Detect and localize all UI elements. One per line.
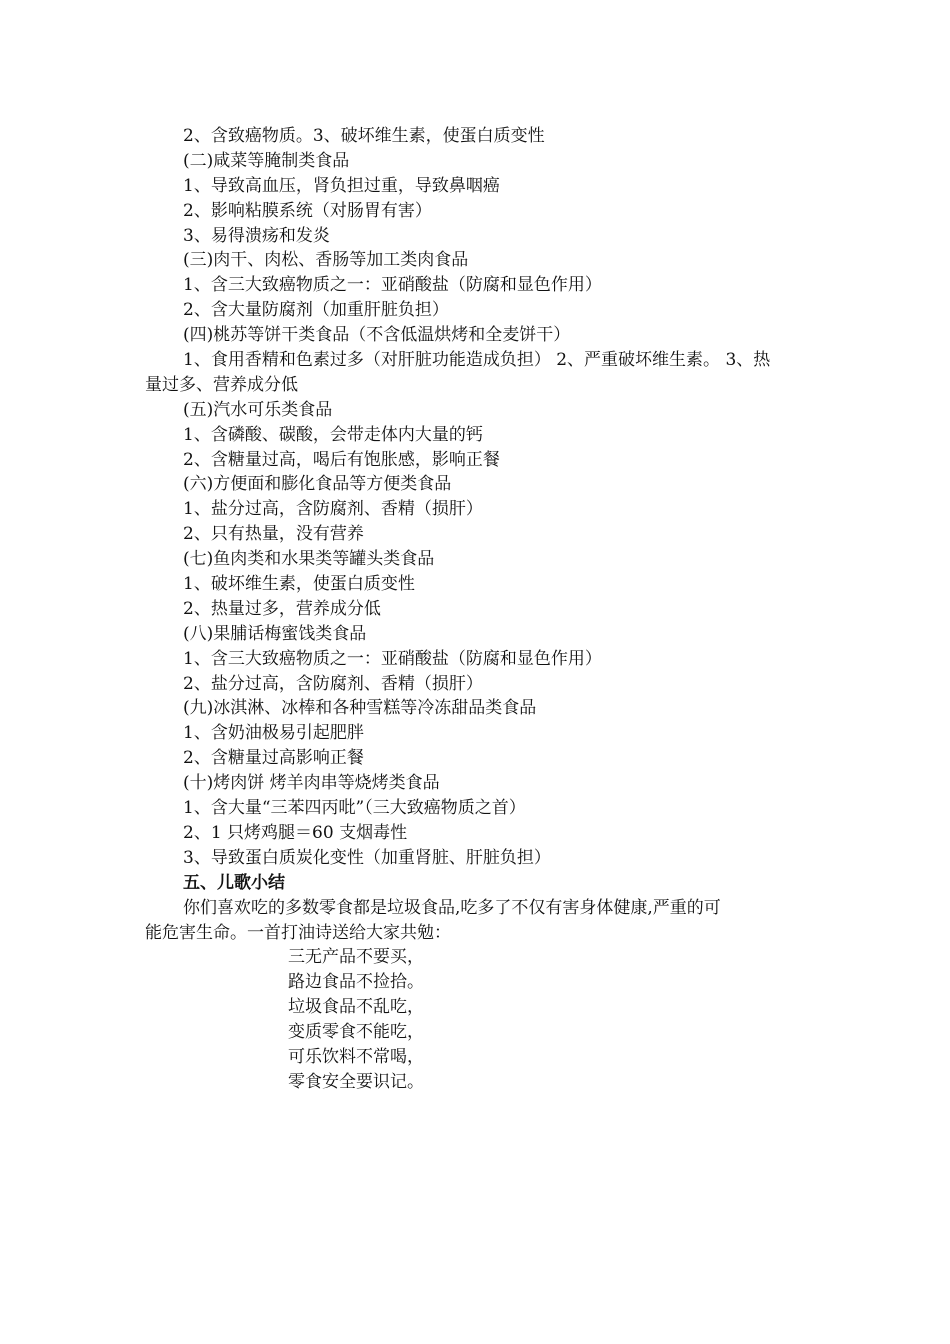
text-line-continuation: 量过多、营养成分低	[145, 374, 298, 395]
section-heading: (三)肉干、肉松、香肠等加工类肉食品	[183, 250, 469, 271]
poem-line: 垃圾食品不乱吃，	[288, 997, 424, 1018]
text-line: 1、含三大致癌物质之一：亚硝酸盐（防腐和显色作用）	[183, 275, 602, 296]
poem-line: 可乐饮料不常喝，	[288, 1046, 424, 1067]
text-line: 1、含三大致癌物质之一：亚硝酸盐（防腐和显色作用）	[183, 648, 602, 669]
text-line: 1、食用香精和色素过多（对肝脏功能造成负担） 2、严重破坏维生素。 3、热	[183, 350, 771, 371]
text-line: 2、含糖量过高影响正餐	[183, 748, 364, 769]
text-line: 2、影响粘膜系统（对肠胃有害）	[183, 200, 432, 221]
paragraph-line-continuation: 能危害生命。一首打油诗送给大家共勉：	[145, 922, 451, 943]
poem-line: 零食安全要识记。	[288, 1071, 424, 1092]
text-line: 2、含糖量过高，喝后有饱胀感，影响正餐	[183, 449, 500, 470]
text-line: 1、导致高血压，肾负担过重，导致鼻咽癌	[183, 175, 500, 196]
section-heading: (六)方便面和膨化食品等方便类食品	[183, 474, 452, 495]
section-heading: (十)烤肉饼 烤羊肉串等烧烤类食品	[183, 773, 440, 794]
section-heading: (七)鱼肉类和水果类等罐头类食品	[183, 549, 435, 570]
section-heading: (五)汽水可乐类食品	[183, 399, 333, 420]
paragraph-line: 你们喜欢吃的多数零食都是垃圾食品,吃多了不仅有害身体健康,严重的可	[183, 897, 721, 918]
poem-line: 变质零食不能吃，	[288, 1022, 424, 1043]
text-line: 2、含致癌物质。3、破坏维生素，使蛋白质变性	[183, 126, 545, 146]
text-line: 3、易得溃疡和发炎	[183, 225, 330, 246]
text-line: 1、含磷酸、碳酸，会带走体内大量的钙	[183, 424, 483, 445]
text-line: 2、含大量防腐剂（加重肝脏负担）	[183, 300, 449, 321]
poem-line: 路边食品不捡拾。	[288, 972, 424, 993]
text-line: 1、盐分过高，含防腐剂、香精（损肝）	[183, 499, 483, 520]
text-line: 2、只有热量，没有营养	[183, 524, 364, 545]
text-line: 1、破坏维生素，使蛋白质变性	[183, 574, 415, 595]
text-line: 1、含奶油极易引起肥胖	[183, 723, 364, 744]
text-line: 2、盐分过高，含防腐剂、香精（损肝）	[183, 673, 483, 694]
chapter-heading: 五、儿歌小结	[183, 872, 285, 893]
text-line: 2、热量过多，营养成分低	[183, 598, 381, 619]
section-heading: (二)咸菜等腌制类食品	[183, 150, 350, 171]
text-line: 1、含大量“三苯四丙吡”（三大致癌物质之首）	[183, 798, 526, 819]
section-heading: (八)果脯话梅蜜饯类食品	[183, 623, 367, 644]
section-heading: (九)冰淇淋、冰棒和各种雪糕等冷冻甜品类食品	[183, 698, 537, 719]
text-line: 2、1 只烤鸡腿＝60 支烟毒性	[183, 822, 408, 843]
text-line: 3、导致蛋白质炭化变性（加重肾脏、肝脏负担）	[183, 847, 551, 868]
document-body	[145, 124, 825, 1095]
poem-line: 三无产品不要买，	[288, 947, 424, 968]
section-heading: (四)桃苏等饼干类食品（不含低温烘烤和全麦饼干）	[183, 325, 571, 346]
